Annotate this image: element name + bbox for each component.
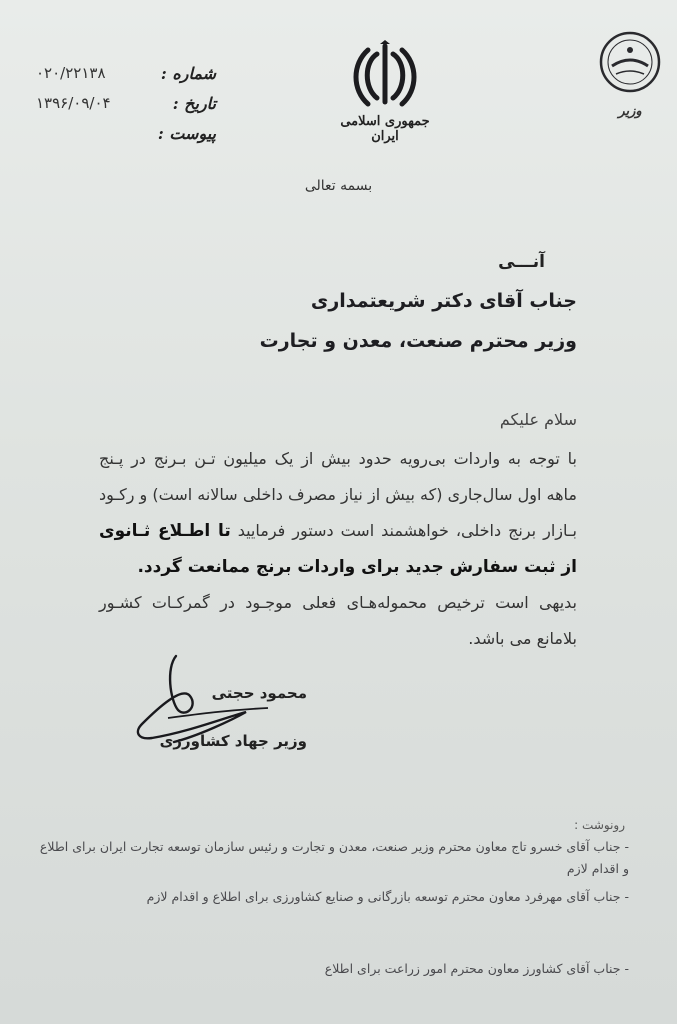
signatory-name: محمود حجتی bbox=[211, 684, 307, 702]
cc-item: - جناب آقای مهرفرد معاون محترم توسعه بازرگانی و صنایع کشاورزی برای اطلاع و اقدام لازم bbox=[146, 889, 629, 904]
urgency-marker: آنـــی bbox=[498, 252, 545, 272]
body-text-plain: با توجه به واردات بی‌رویه حدود بیش از یک میلیون تـن بـرنج در پـنج ماهه اول سال‌جاری (که بیش از نیاز مصرف داخلی سالانه است) و رکـود بـازار برنج داخلی، خواهشمند است دستور فرمایید bbox=[99, 449, 577, 540]
emblem-icon bbox=[350, 40, 420, 112]
cc-heading: رونوشت : bbox=[574, 818, 625, 832]
number-value: ۰۲۰/۲۲۱۳۸ bbox=[36, 64, 106, 82]
number-row bbox=[36, 58, 216, 88]
signatory-title: وزیر جهاد کشاورزی bbox=[159, 732, 307, 750]
bismillah-line: بسمه تعالی bbox=[304, 178, 373, 194]
date-value: ۱۳۹۶/۰۹/۰۴ bbox=[36, 94, 111, 112]
addressee-name: جناب آقای دکتر شریعتمداری bbox=[310, 290, 577, 312]
emblem-caption: جمهوری اسلامی ایران bbox=[340, 114, 430, 144]
cc-item: - جناب آقای کشاورز معاون محترم امور زراعت برای اطلاع bbox=[324, 961, 629, 976]
greeting: سلام علیکم bbox=[499, 410, 577, 429]
ministry-logo bbox=[590, 30, 670, 119]
body-paragraph-1 bbox=[99, 441, 577, 585]
cc-item: - جناب آقای خسرو تاج معاون محترم وزیر صنعت، معدن و تجارت و رئیس سازمان توسعه تجارت ایران برای اطلاع و اقدام لازم bbox=[39, 839, 629, 876]
body-text-emphasis: تا اطـلاع ثـانوی از ثبت سفارش جدید برای واردات برنج ممانعت گردد. bbox=[99, 521, 577, 577]
attachment-row bbox=[36, 118, 216, 148]
body-paragraph-2: بدیهی است ترخیص محموله‌هـای فعلی موجـود در گمرکـات کشـور بلامانع می باشد. bbox=[99, 593, 577, 648]
date-label: تاریخ : bbox=[172, 93, 216, 113]
ministry-caption: وزیر bbox=[618, 104, 642, 119]
number-label: شماره : bbox=[160, 63, 216, 83]
national-emblem bbox=[330, 40, 440, 144]
ministry-seal-icon bbox=[598, 30, 662, 94]
date-row bbox=[36, 88, 216, 118]
letter-body bbox=[99, 441, 577, 657]
addressee-title: وزیر محترم صنعت، معدن و تجارت bbox=[259, 330, 577, 352]
letter-meta bbox=[36, 58, 216, 148]
attachment-label: پیوست : bbox=[157, 123, 216, 143]
